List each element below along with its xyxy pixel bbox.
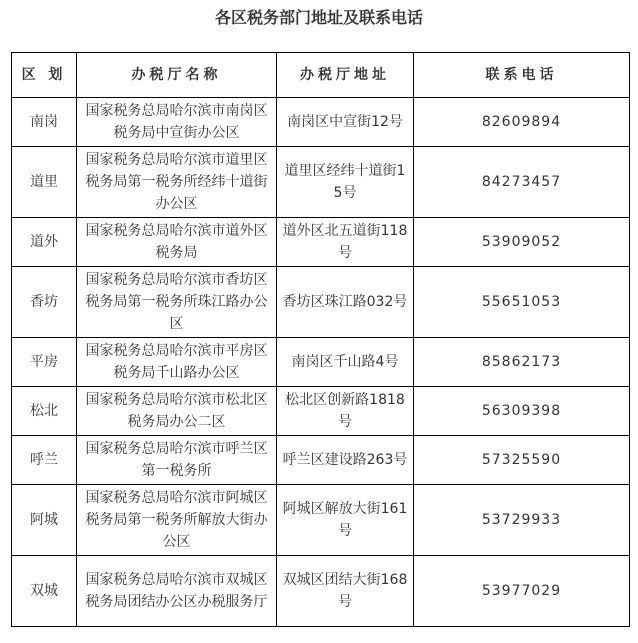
office-name-cell: 国家税务总局哈尔滨市双城区税务局团结办公区办税服务厅 (77, 556, 277, 627)
table-row (12, 267, 630, 338)
district-cell: 道外 (12, 218, 77, 267)
office-name-cell: 国家税务总局哈尔滨市平房区税务局千山路办公区 (77, 338, 277, 387)
district-cell: 双城 (12, 556, 77, 627)
page-title: 各区税务部门地址及联系电话 (214, 8, 423, 27)
district-cell: 呼兰 (12, 436, 77, 485)
district-cell: 阿城 (12, 485, 77, 556)
table-row (12, 436, 630, 485)
phone-cell: 55651053 (414, 267, 630, 338)
address-cell: 双城区团结大街168号 (277, 556, 414, 627)
district-cell: 道里 (12, 147, 77, 218)
table-header-row (12, 53, 630, 98)
header-phone: 联系电话 (414, 53, 630, 98)
address-cell: 呼兰区建设路263号 (277, 436, 414, 485)
address-cell: 南岗区千山路4号 (277, 338, 414, 387)
table-row (12, 387, 630, 436)
phone-cell: 82609894 (414, 98, 630, 147)
phone-cell: 56309398 (414, 387, 630, 436)
address-cell: 道里区经纬十道街15号 (277, 147, 414, 218)
phone-cell: 84273457 (414, 147, 630, 218)
address-cell: 南岗区中宣街12号 (277, 98, 414, 147)
address-cell: 松北区创新路1818号 (277, 387, 414, 436)
office-name-cell: 国家税务总局哈尔滨市呼兰区第一税务所 (77, 436, 277, 485)
address-cell: 道外区北五道街118号 (277, 218, 414, 267)
table-row (12, 98, 630, 147)
office-name-cell: 国家税务总局哈尔滨市松北区税务局办公二区 (77, 387, 277, 436)
district-cell: 香坊 (12, 267, 77, 338)
office-name-cell: 国家税务总局哈尔滨市南岗区税务局中宣街办公区 (77, 98, 277, 147)
district-cell: 平房 (12, 338, 77, 387)
header-office-name: 办税厅名称 (77, 53, 277, 98)
address-cell: 阿城区解放大街161号 (277, 485, 414, 556)
district-cell: 松北 (12, 387, 77, 436)
office-name-cell: 国家税务总局哈尔滨市道外区税务局 (77, 218, 277, 267)
district-cell: 南岗 (12, 98, 77, 147)
address-cell: 香坊区珠江路032号 (277, 267, 414, 338)
tax-office-table (11, 52, 630, 627)
phone-cell: 53729933 (414, 485, 630, 556)
phone-cell: 53909052 (414, 218, 630, 267)
phone-cell: 53977029 (414, 556, 630, 627)
office-name-cell: 国家税务总局哈尔滨市阿城区税务局第一税务所解放大街办公区 (77, 485, 277, 556)
table-row (12, 556, 630, 627)
office-name-cell: 国家税务总局哈尔滨市道里区税务局第一税务所经纬十道街办公区 (77, 147, 277, 218)
table-row (12, 218, 630, 267)
header-address: 办税厅地址 (277, 53, 414, 98)
header-district: 区 划 (12, 53, 77, 98)
table-row (12, 147, 630, 218)
office-name-cell: 国家税务总局哈尔滨市香坊区税务局第一税务所珠江路办公区 (77, 267, 277, 338)
table-row (12, 485, 630, 556)
phone-cell: 85862173 (414, 338, 630, 387)
phone-cell: 57325590 (414, 436, 630, 485)
table-row (12, 338, 630, 387)
